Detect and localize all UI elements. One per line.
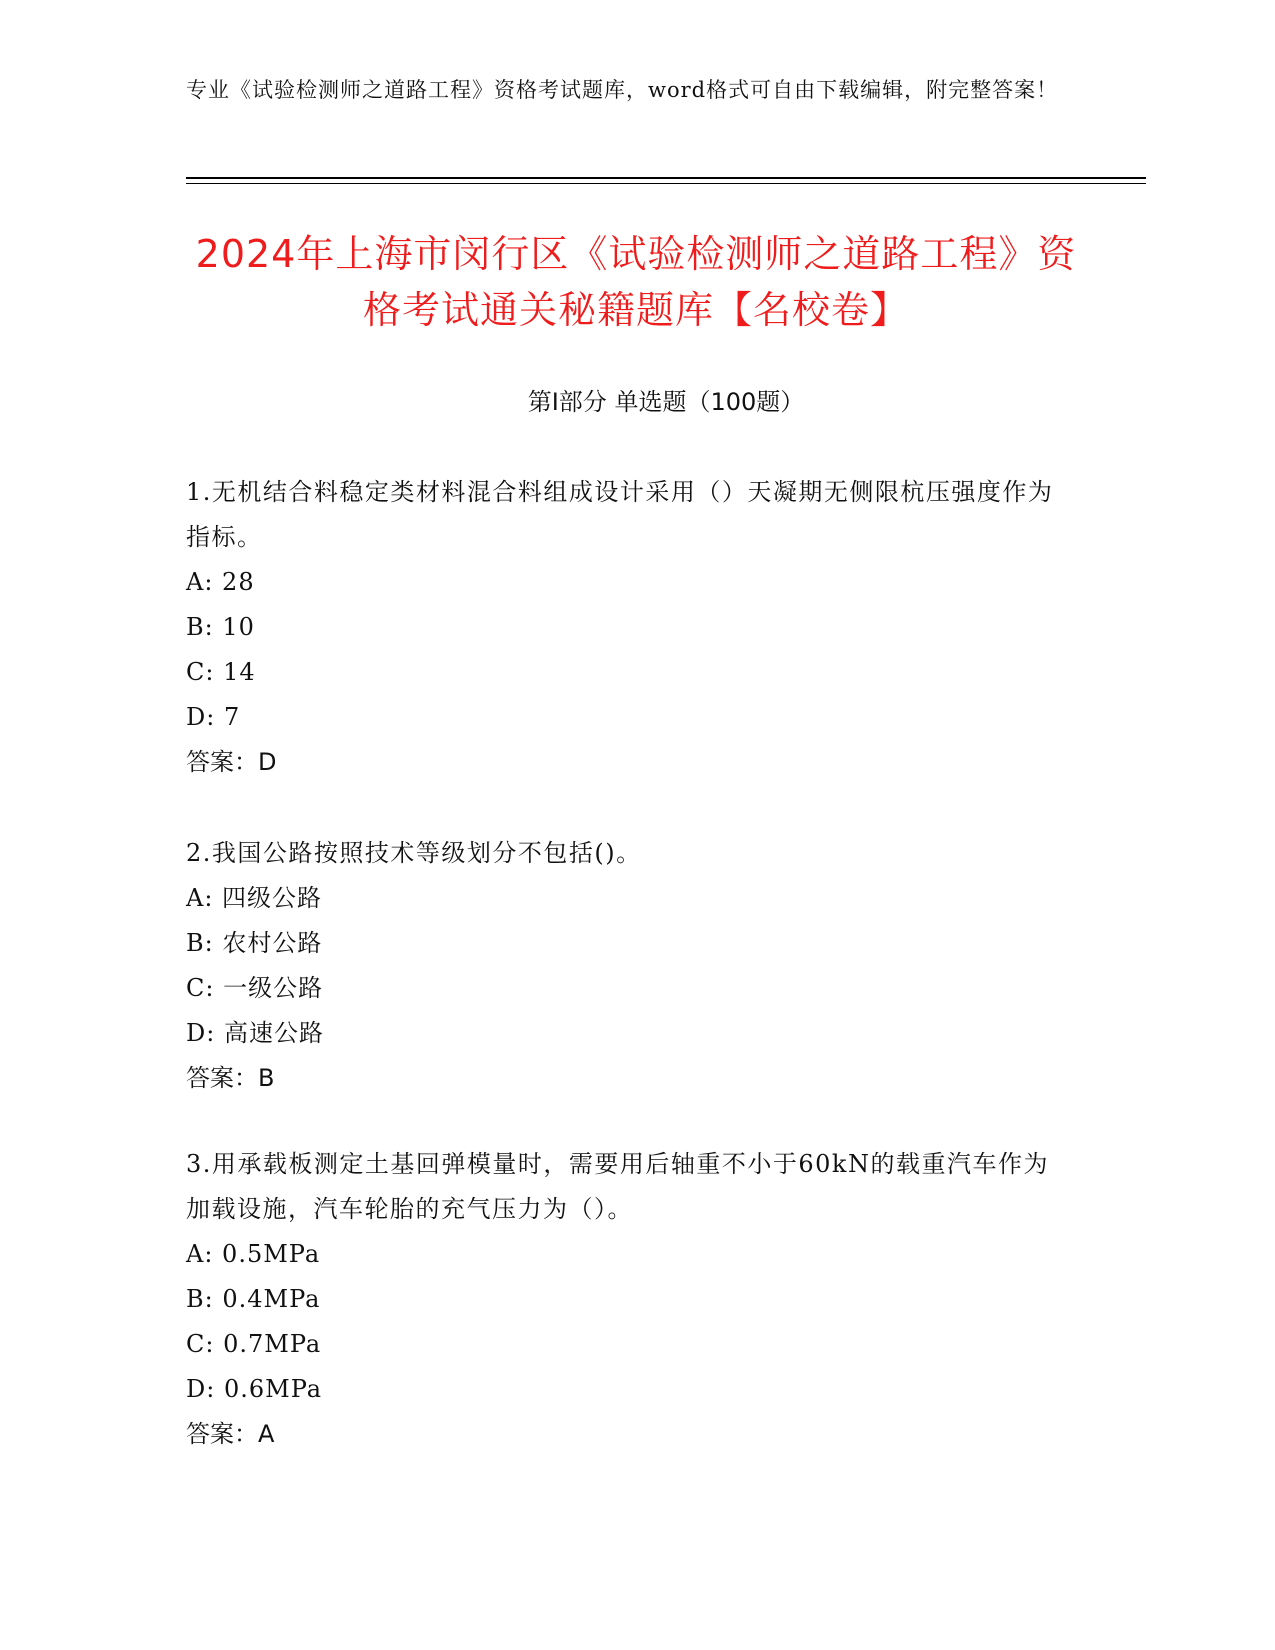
- answer: 答案：D: [186, 748, 277, 776]
- question-3: [186, 1142, 1066, 1457]
- option-a: A: 0.5MPa: [186, 1240, 321, 1268]
- section-title: 第Ⅰ部分 单选题（100题）: [527, 388, 805, 416]
- question-stem: 1.无机结合料稳定类材料混合料组成设计采用（）天凝期无侧限杭压强度作为指标。: [186, 478, 1054, 551]
- answer: 答案：B: [186, 1064, 275, 1092]
- header-rule-thin: [186, 183, 1146, 184]
- option-b: B: 0.4MPa: [186, 1285, 321, 1313]
- question-1: [186, 470, 1066, 785]
- option-c: C: 0.7MPa: [186, 1330, 322, 1358]
- header-rule-thick: [186, 177, 1146, 179]
- question-2: [186, 831, 1066, 1101]
- question-stem: 2.我国公路按照技术等级划分不包括()。: [186, 839, 642, 867]
- option-d: D: 7: [186, 703, 241, 731]
- question-stem: 3.用承载板测定土基回弹模量时，需要用后轴重不小于60kN的载重汽车作为加载设施，汽车轮胎的充气压力为（）。: [186, 1150, 1049, 1223]
- option-a: A: 28: [186, 568, 255, 596]
- option-b: B: 10: [186, 613, 255, 641]
- header-note: 专业《试验检测师之道路工程》资格考试题库，word格式可自由下载编辑，附完整答案！: [186, 78, 1059, 102]
- option-b: B: 农村公路: [186, 929, 323, 957]
- option-c: C: 14: [186, 658, 256, 686]
- option-d: D: 0.6MPa: [186, 1375, 323, 1403]
- option-d: D: 高速公路: [186, 1019, 324, 1047]
- document-title: 2024年上海市闵行区《试验检测师之道路工程》资格考试通关秘籍题库【名校卷】: [195, 232, 1077, 332]
- option-c: C: 一级公路: [186, 974, 324, 1002]
- answer: 答案：A: [186, 1420, 275, 1448]
- option-a: A: 四级公路: [186, 884, 323, 912]
